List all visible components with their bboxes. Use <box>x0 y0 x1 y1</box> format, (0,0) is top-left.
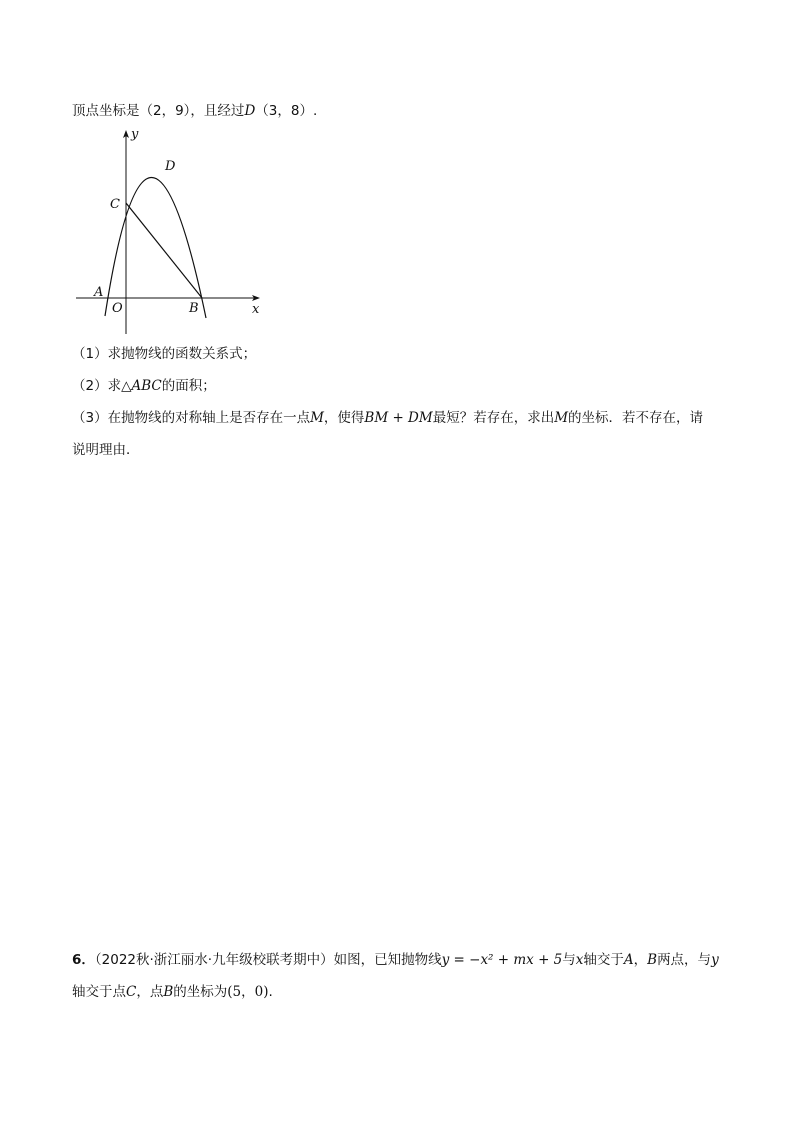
q2-var: ABC <box>131 378 162 394</box>
q3-var-m2: M <box>554 410 569 426</box>
problem6-line2 <box>72 982 273 1002</box>
point-d-figure-label: D <box>165 159 176 174</box>
problem6-text4: ， <box>633 952 648 968</box>
q3-part2: ，使得 <box>323 410 365 426</box>
problem6-text1: 如图，已知抛物线 <box>333 952 442 968</box>
problem5-intro <box>72 101 317 121</box>
q3-line2-text: 说明理由． <box>72 442 140 458</box>
question-2 <box>72 376 216 396</box>
y-axis-label: y <box>131 127 139 142</box>
point-d-label: D <box>244 103 256 119</box>
q1-text: （1）求抛物线的函数关系式； <box>72 346 257 362</box>
question-3 <box>72 408 703 428</box>
problem6-line2-end: . <box>268 984 273 1000</box>
problem6-equation: y = −x² + mx + 5 <box>441 952 563 968</box>
q3-var-m: M <box>310 410 324 426</box>
q3-part1: （3）在抛物线的对称轴上是否存在一点 <box>72 410 311 426</box>
problem6-line2-part3: 的坐标为 <box>173 984 228 1000</box>
problem6-text3: 轴交于 <box>583 952 624 968</box>
q2-suffix: 的面积； <box>161 378 216 394</box>
problem6-text5: 两点，与 <box>657 952 712 968</box>
problem6-var-b2: B <box>163 984 174 1000</box>
problem6-source: （2022秋·浙江丽水·九年级校联考期中） <box>94 952 334 968</box>
parabola-curve <box>105 177 206 318</box>
problem6-line2-part2: ，点 <box>136 984 164 1000</box>
problem6-var-c: C <box>126 984 137 1000</box>
point-a-figure-label: A <box>94 285 104 300</box>
problem6-number: 6． <box>72 952 95 968</box>
x-axis-label: x <box>252 302 260 317</box>
intro-text: 顶点坐标是（2，9），且经过 <box>72 103 245 119</box>
problem6-line1 <box>72 950 719 970</box>
question-1 <box>72 344 256 364</box>
problem6-var-y: y <box>711 952 719 968</box>
problem6-line2-part1: 轴交于点 <box>72 984 126 1000</box>
problem6-var-a: A <box>623 952 634 968</box>
problem6-b-coords: (5，0) <box>227 984 269 1000</box>
q2-prefix: （2）求△ <box>72 378 132 394</box>
question-3-line2 <box>72 440 140 460</box>
q3-expression: BM + DM <box>364 410 433 426</box>
origin-label: O <box>112 301 123 316</box>
q3-part4: 的坐标．若不存在，请 <box>568 410 704 426</box>
problem6-var-x: x <box>575 952 584 968</box>
point-d-coords: （3，8）. <box>255 103 318 119</box>
problem6-var-b: B <box>647 952 658 968</box>
point-b-figure-label: B <box>189 301 199 316</box>
q3-part3: 最短？若存在，求出 <box>432 410 555 426</box>
point-c-figure-label: C <box>110 197 120 212</box>
parabola-figure <box>72 124 272 336</box>
problem6-text2: 与 <box>562 952 576 968</box>
